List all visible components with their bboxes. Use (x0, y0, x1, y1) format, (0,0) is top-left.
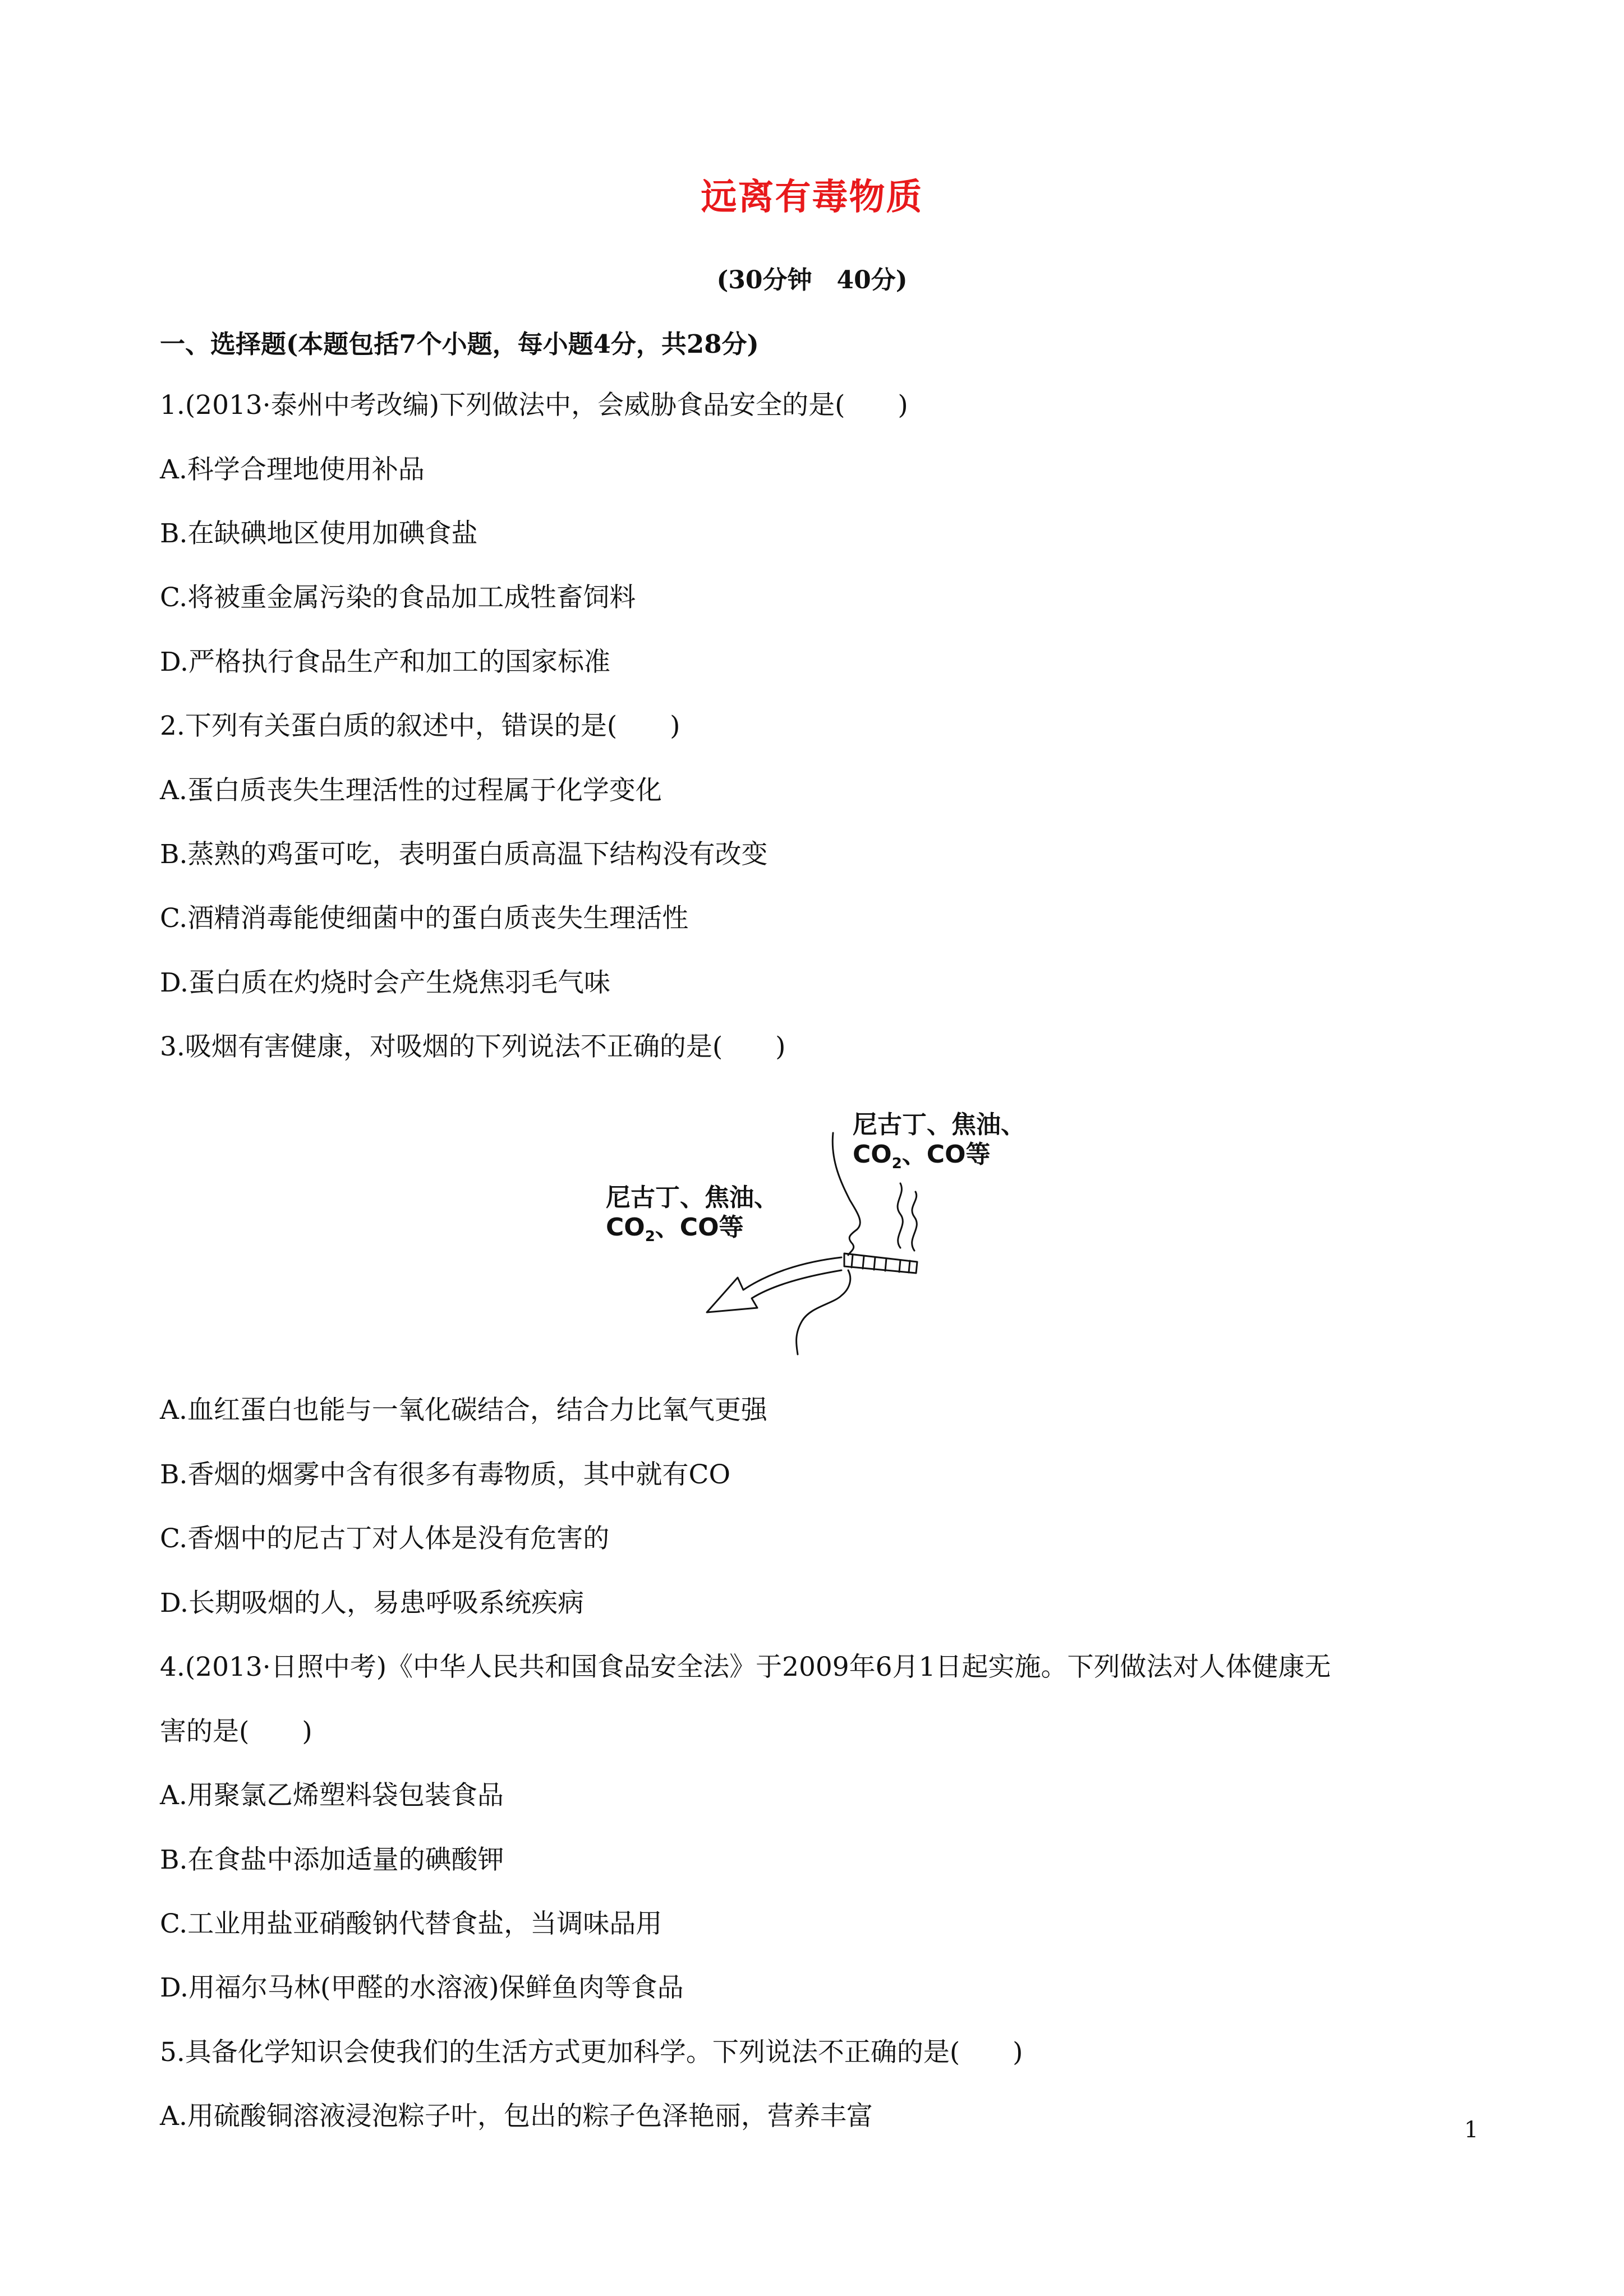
question-1-option-b: B.在缺碘地区使用加碘食盐 (160, 518, 478, 549)
question-4-option-a: A.用聚氯乙烯塑料袋包装食品 (160, 1780, 504, 1811)
smoke-wisp-1 (898, 1183, 903, 1248)
question-5-option-a: A.用硫酸铜溶液浸泡粽子叶，包出的粽子色泽艳丽，营养丰富 (160, 2101, 873, 2132)
question-5-stem: 5.具备化学知识会使我们的生活方式更加科学。下列说法不正确的是( ) (160, 2037, 1023, 2068)
left-smoke-label: 尼古丁、焦油、 $CO_2$、CO等 (606, 1183, 779, 1245)
cigarette-ash-line (909, 1261, 910, 1273)
inhale-arrow (707, 1257, 841, 1312)
page-title: 远离有毒物质 (701, 176, 923, 218)
page-number: 1 (1464, 2117, 1479, 2143)
question-3-option-b: B.香烟的烟雾中含有很多有毒物质，其中就有CO (160, 1459, 730, 1490)
question-4-option-b: B.在食盐中添加适量的碘酸钾 (160, 1845, 504, 1875)
question-3-stem: 3.吸烟有害健康，对吸烟的下列说法不正确的是( ) (160, 1031, 786, 1062)
question-1-stem: 1.(2013·泰州中考改编)下列做法中，会威胁食品安全的是( ) (160, 390, 908, 421)
question-4-option-c: C.工业用盐亚硝酸钠代替食盐，当调味品用 (160, 1908, 663, 1939)
smoke-wisp-2 (912, 1192, 917, 1251)
question-4-stem-line2: 害的是( ) (160, 1716, 312, 1747)
smoking-diagram (595, 1110, 1055, 1357)
face-profile-chin (797, 1270, 850, 1354)
question-1-option-c: C.将被重金属污染的食品加工成牲畜饲料 (160, 582, 636, 613)
question-2-option-b: B.蒸熟的鸡蛋可吃，表明蛋白质高温下结构没有改变 (160, 839, 768, 870)
question-4-stem-line1: 4.(2013·日照中考)《中华人民共和国食品安全法》于2009年6月1日起实施。下列做法对人体健康无 (160, 1652, 1331, 1682)
section-heading: 一、选择题(本题包括7个小题，每小题4分，共28分) (160, 329, 759, 359)
cigarette (844, 1253, 917, 1273)
question-2-option-a: A.蛋白质丧失生理活性的过程属于化学变化 (160, 775, 662, 806)
question-1-option-a: A.科学合理地使用补品 (160, 454, 425, 485)
question-3-option-d: D.长期吸烟的人，易患呼吸系统疾病 (160, 1588, 584, 1619)
time-score-info: (30分钟 40分) (716, 266, 908, 294)
question-2-stem: 2.下列有关蛋白质的叙述中，错误的是( ) (160, 711, 680, 741)
question-1-option-d: D.严格执行食品生产和加工的国家标准 (160, 647, 610, 677)
question-3-option-a: A.血红蛋白也能与一氧化碳结合，结合力比氧气更强 (160, 1395, 767, 1426)
question-4-option-d: D.用福尔马林(甲醛的水溶液)保鲜鱼肉等食品 (160, 1972, 684, 2003)
question-2-option-d: D.蛋白质在灼烧时会产生烧焦羽毛气味 (160, 967, 610, 998)
top-smoke-label: 尼古丁、焦油、 $CO_2$、CO等 (853, 1110, 1025, 1172)
question-3-option-c: C.香烟中的尼古丁对人体是没有危害的 (160, 1523, 610, 1554)
question-2-option-c: C.酒精消毒能使细菌中的蛋白质丧失生理活性 (160, 903, 689, 934)
